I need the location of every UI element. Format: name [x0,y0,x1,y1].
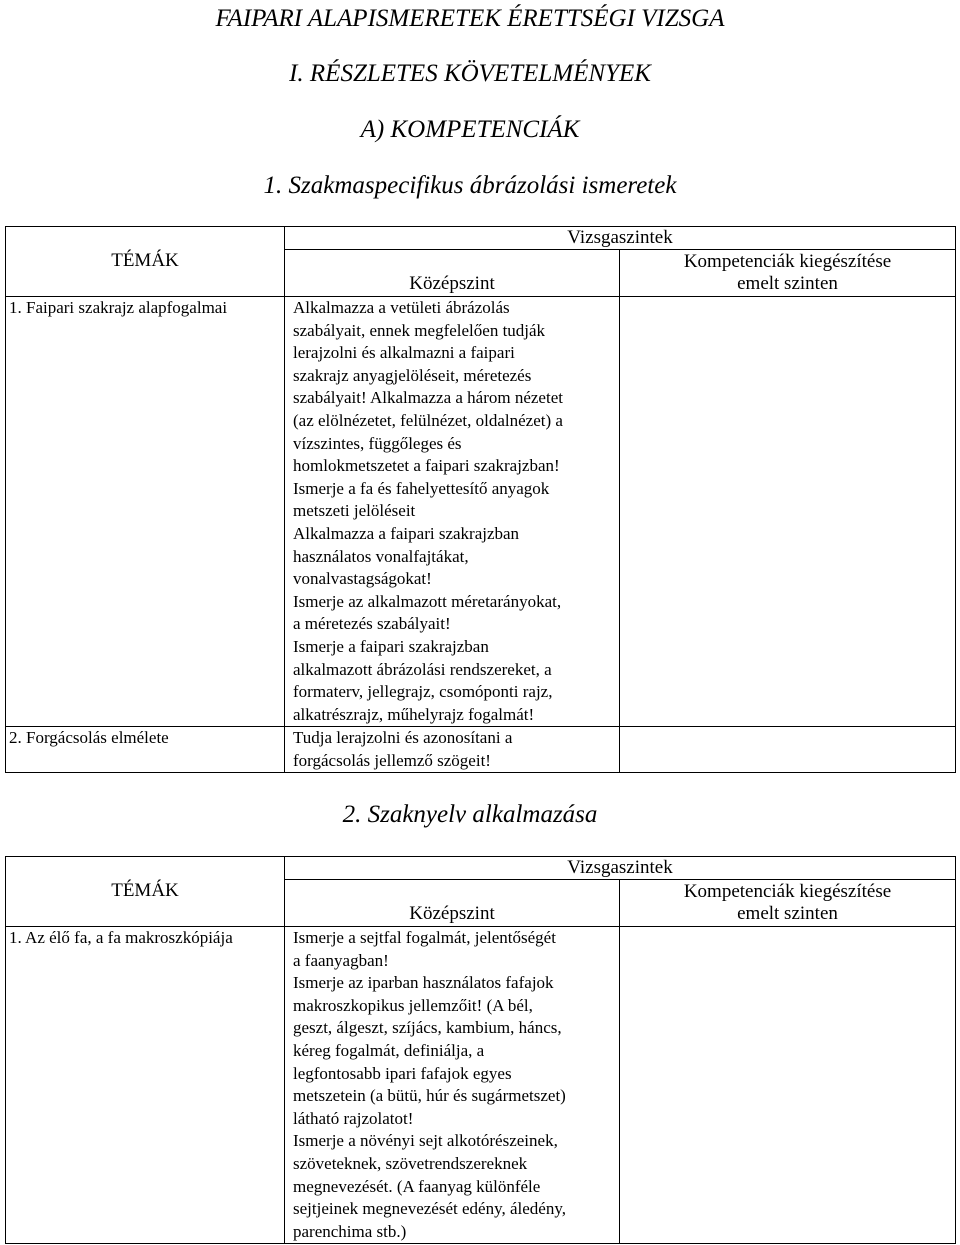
header-kompetenciak-emelt [620,250,956,297]
requirement-line: vízszintes, függőleges és [293,433,462,453]
requirement-line: (az elölnézetet, felülnézet, oldalnézet) a [293,410,563,430]
requirement-line: szakrajz anyagjelöléseit, méretezés [293,365,532,385]
requirement-line: Ismerje az alkalmazott méretarányokat, [293,591,562,611]
row-kozepszint-requirements [285,727,620,773]
requirement-line: alkalmazott ábrázolási rendszereket, a [293,659,552,679]
requirement-line: szabályait, ennek megfelelően tudják [293,320,546,340]
requirement-line: használatos vonalfajtákat, [293,546,469,566]
row-emelt-requirements [620,727,956,773]
subsection-heading-2: 2. Szaknyelv alkalmazása [342,801,598,828]
requirement-line: Ismerje a faipari szakrajzban [293,636,489,656]
header-kieg-line2: emelt szinten [737,273,838,294]
header-kieg-line1: Kompetenciák kiegészítése [683,251,892,272]
document-title: FAIPARI ALAPISMERETEK ÉRETTSÉGI VIZSGA [215,5,725,32]
row-topic: 2. Forgácsolás elmélete [6,727,285,773]
row-kozepszint-requirements [285,927,620,1244]
row-topic: 1. Faipari szakrajz alapfogalmai [6,297,285,727]
requirement-line: legfontosabb ipari fafajok egyes [293,1063,512,1083]
requirement-line: Ismerje a sejtfal fogalmát, jelentőségét [293,928,556,947]
requirement-line: formaterv, jellegrajz, csomóponti rajz, [293,682,553,702]
header-vizsgaszintek: Vizsgaszintek [285,857,956,880]
subsection-heading-1: 1. Szakmaspecifikus ábrázolási ismeretek [263,172,677,199]
requirement-line: Alkalmazza a vetületi ábrázolás [293,298,510,317]
requirement-line: a méretezés szabályait! [293,614,451,634]
requirement-line: geszt, álgeszt, szíjács, kambium, háncs, [293,1018,562,1038]
header-temak: TÉMÁK [6,227,285,297]
header-temak: TÉMÁK [6,857,285,927]
requirement-line: homlokmetszetet a faipari szakrajzban! [293,456,560,476]
requirements-table-1 [5,226,956,773]
requirement-line: metszetein (a bütü, húr és sugármetszet) [293,1086,566,1106]
row-emelt-requirements [620,297,956,727]
header-kozepszint: Középszint [285,250,620,297]
header-kieg-line2: emelt szinten [737,903,838,924]
requirement-line: parenchima stb.) [293,1221,407,1241]
requirement-line: forgácsolás jellemző szögeit! [293,750,491,770]
header-kozepszint: Középszint [285,880,620,927]
requirement-line: metszeti jelöléseit [293,501,416,521]
part-heading: I. RÉSZLETES KÖVETELMÉNYEK [289,60,651,87]
row-topic: 1. Az élő fa, a fa makroszkópiája [6,927,285,1244]
requirement-line: sejtjeinek megnevezését edény, áledény, [293,1199,566,1219]
table-row [6,297,956,727]
requirement-line: alkatrészrajz, műhelyrajz fogalmát! [293,704,535,724]
requirement-line: Tudja lerajzolni és azonosítani a [293,728,513,748]
requirement-line: megnevezését. (A faanyag különféle [293,1176,541,1196]
requirement-line: makroszkopikus jellemzőit! (A bél, [293,995,533,1015]
requirements-table-2 [5,856,956,1244]
requirement-line: Ismerje a növényi sejt alkotórészeinek, [293,1131,558,1151]
row-kozepszint-requirements [285,297,620,727]
requirement-line: szabályait! Alkalmazza a három nézetet [293,388,563,408]
requirement-line: Ismerje a fa és fahelyettesítő anyagok [293,478,550,498]
table-row [6,727,956,773]
requirement-line: vonalvastagságokat! [293,569,432,589]
requirement-line: látható rajzolatot! [293,1108,414,1128]
requirement-line: a faanyagban! [293,950,389,970]
requirement-line: Ismerje az iparban használatos fafajok [293,973,554,993]
header-kieg-line1: Kompetenciák kiegészítése [683,881,892,902]
table-row [6,927,956,1244]
requirement-line: szöveteknek, szövetrendszereknek [293,1153,528,1173]
requirement-line: Alkalmazza a faipari szakrajzban [293,523,520,543]
header-kompetenciak-emelt [620,880,956,927]
header-vizsgaszintek: Vizsgaszintek [285,227,956,250]
requirement-line: kéreg fogalmát, definiálja, a [293,1040,485,1060]
requirement-line: lerajzolni és alkalmazni a faipari [293,343,515,363]
row-emelt-requirements [620,927,956,1244]
section-heading: A) KOMPETENCIÁK [360,116,580,143]
